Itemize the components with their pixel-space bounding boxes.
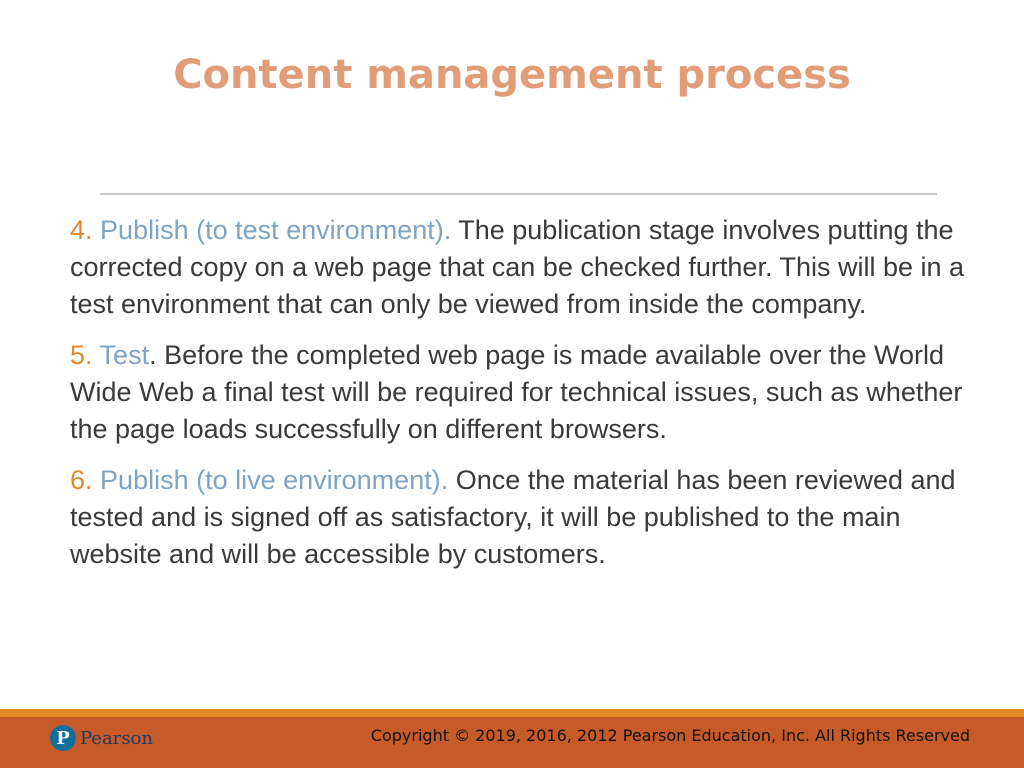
item-heading: Test — [99, 340, 150, 370]
slide-body — [70, 212, 990, 587]
item-heading: Publish (to live environment). — [100, 465, 449, 495]
copyright-notice: Copyright © 2019, 2016, 2012 Pearson Education, Inc. All Rights Reserved — [370, 726, 970, 745]
item-heading: Publish (to test environment). — [100, 215, 452, 245]
list-item-publish-test — [70, 212, 990, 323]
footer-bar — [0, 709, 1024, 768]
footer-stripe — [0, 709, 1024, 717]
list-item-test — [70, 337, 990, 448]
pearson-logo-icon: P — [50, 725, 76, 751]
item-number: 5. — [70, 340, 93, 370]
list-item-publish-live — [70, 462, 990, 573]
item-text: Once the material has been reviewed and tested and is signed off as satisfactory, it will be published to the main website and will be accessible by customers. — [70, 465, 956, 569]
slide-title: Content management process — [173, 52, 851, 98]
item-number: 4. — [70, 215, 93, 245]
item-number: 6. — [70, 465, 93, 495]
item-text: The publication stage involves putting the corrected copy on a web page that can be checked further. This will be in a test environment that can only be viewed from inside the company. — [70, 215, 965, 319]
pearson-logo-text: Pearson — [80, 727, 153, 749]
pearson-logo — [50, 718, 153, 758]
title-divider — [100, 193, 937, 195]
item-text: . Before the completed web page is made available over the World Wide Web a final test will be required for technical issues, such as whether the page loads successfully on different browsers. — [70, 340, 963, 444]
